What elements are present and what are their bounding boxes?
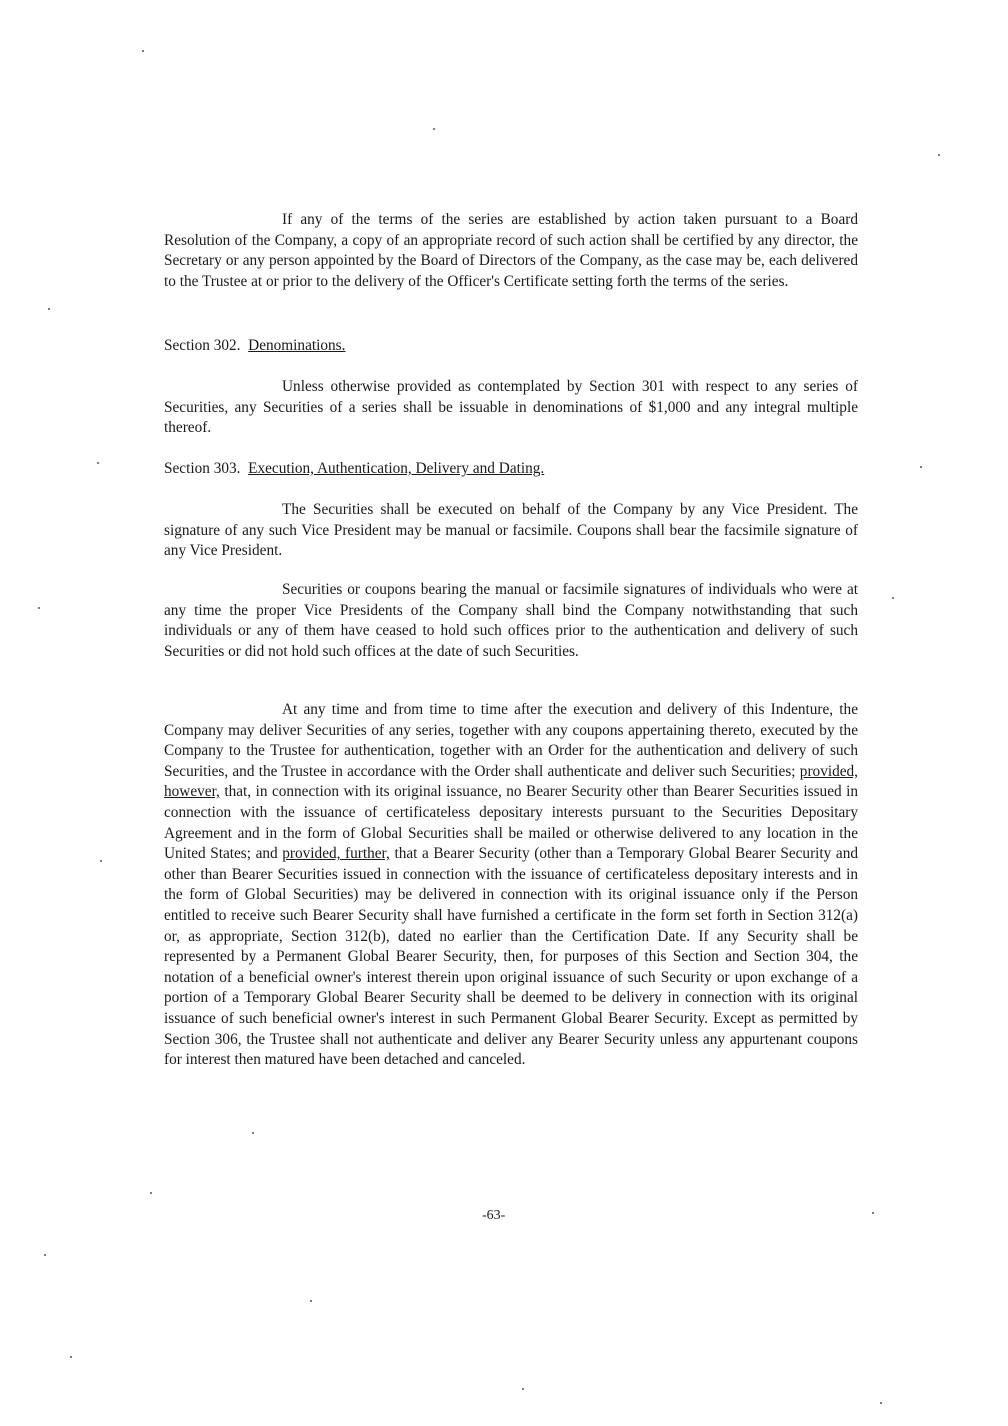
scan-speck <box>880 1402 882 1404</box>
scan-speck <box>48 308 50 310</box>
scan-speck <box>522 1388 524 1390</box>
section-302-heading <box>164 336 345 356</box>
paragraph-delivery <box>164 700 858 1071</box>
scan-speck <box>433 128 435 130</box>
scan-speck <box>142 50 144 52</box>
section-303-title: Execution, Authentication, Delivery and Dating. <box>248 460 545 477</box>
page-number: -63- <box>482 1208 506 1223</box>
provided-however-term: provided, however, <box>164 762 858 801</box>
scan-speck <box>150 1192 152 1194</box>
scan-speck <box>872 1212 874 1214</box>
section-302-title: Denominations. <box>248 337 346 354</box>
paragraph-denominations: Unless otherwise provided as contemplated by Section 301 with respect to any series of Securities, any Securities of a series shall be issuable in denominations of $1,000 and any integral multiple thereof. <box>164 378 858 437</box>
delivery-text-part-1: At any time and from time to time after the execution and delivery of this Indenture, the Company may deliver Securities of any series, together with any coupons appertaining thereto, executed by the Company to the Trustee for authentication, together with an Order for the authentication and delivery of such Securities, and the Trustee in accordance with the Order shall authenticate and deliver such Securities; <box>164 701 858 780</box>
scan-speck <box>38 607 40 609</box>
scan-speck <box>70 1356 72 1358</box>
paragraph-board-resolution: If any of the terms of the series are established by action taken pursuant to a Board Resolution of the Company, a copy of an appropriate record of such action shall be certified by any director, the Secretary or any person appointed by the Board of Directors of the Company, as the case may be, each delivered to the Trustee at or prior to the delivery of the Officer's Certificate setting forth the terms of the series. <box>164 211 858 290</box>
paragraph-signatures: Securities or coupons bearing the manual or facsimile signatures of individuals who were at any time the proper Vice Presidents of the Company shall bind the Company notwithstanding that such individuals or any of them have ceased to hold such offices prior to the authentication and delivery of such Securities or did not hold such offices at the date of such Securities. <box>164 581 858 660</box>
scan-speck <box>44 1254 46 1256</box>
delivery-text-part-2: that, in connection with its original issuance, no Bearer Security other than Bearer Securities issued in connection with the issuance of certificateless depositary interests pursuant to the Securities Depositary Agreement and in the form of Global Securities shall be mailed or otherwise delivered to any location in the United States; and <box>164 783 858 863</box>
scan-speck <box>252 1132 254 1134</box>
delivery-text-part-3: that a Bearer Security (other than a Temporary Global Bearer Security and other than Bearer Securities issued in connection with the issuance of certificateless depositary interests and in the form of Global Securities) may be delivered in connection with its original issuance only if the Person entitled to receive such Bearer Security shall have furnished a certificate in the form set forth in Section 312(a) or, as appropriate, Section 312(b), dated no earlier than the Certification Date. If any Security shall be represented by a Permanent Global Bearer Security, then, for purposes of this Section and Section 304, the notation of a beneficial owner's interest therein upon original issuance of such Security or upon exchange of a portion of a Temporary Global Bearer Security shall be deemed to be delivery in connection with its original issuance of such beneficial owner's interest in such Permanent Global Bearer Security. Except as permitted by Section 306, the Trustee shall not authenticate and deliver any Bearer Security unless any appurtenant coupons for interest then matured have been detached and canceled. <box>164 845 858 1069</box>
paragraph-execution: The Securities shall be executed on behalf of the Company by any Vice President. The signature of any such Vice President may be manual or facsimile. Coupons shall bear the facsimile signature of any Vice President. <box>164 501 858 560</box>
section-303-heading <box>164 459 544 479</box>
scan-speck <box>97 462 99 464</box>
section-303-number: Section 303. <box>164 460 241 477</box>
scan-speck <box>920 466 922 468</box>
scan-speck <box>310 1300 312 1302</box>
scan-speck <box>938 154 940 156</box>
provided-further-term: provided, further, <box>282 845 390 863</box>
section-302-number: Section 302. <box>164 337 241 354</box>
scan-speck <box>100 860 102 862</box>
scan-speck <box>892 597 894 599</box>
